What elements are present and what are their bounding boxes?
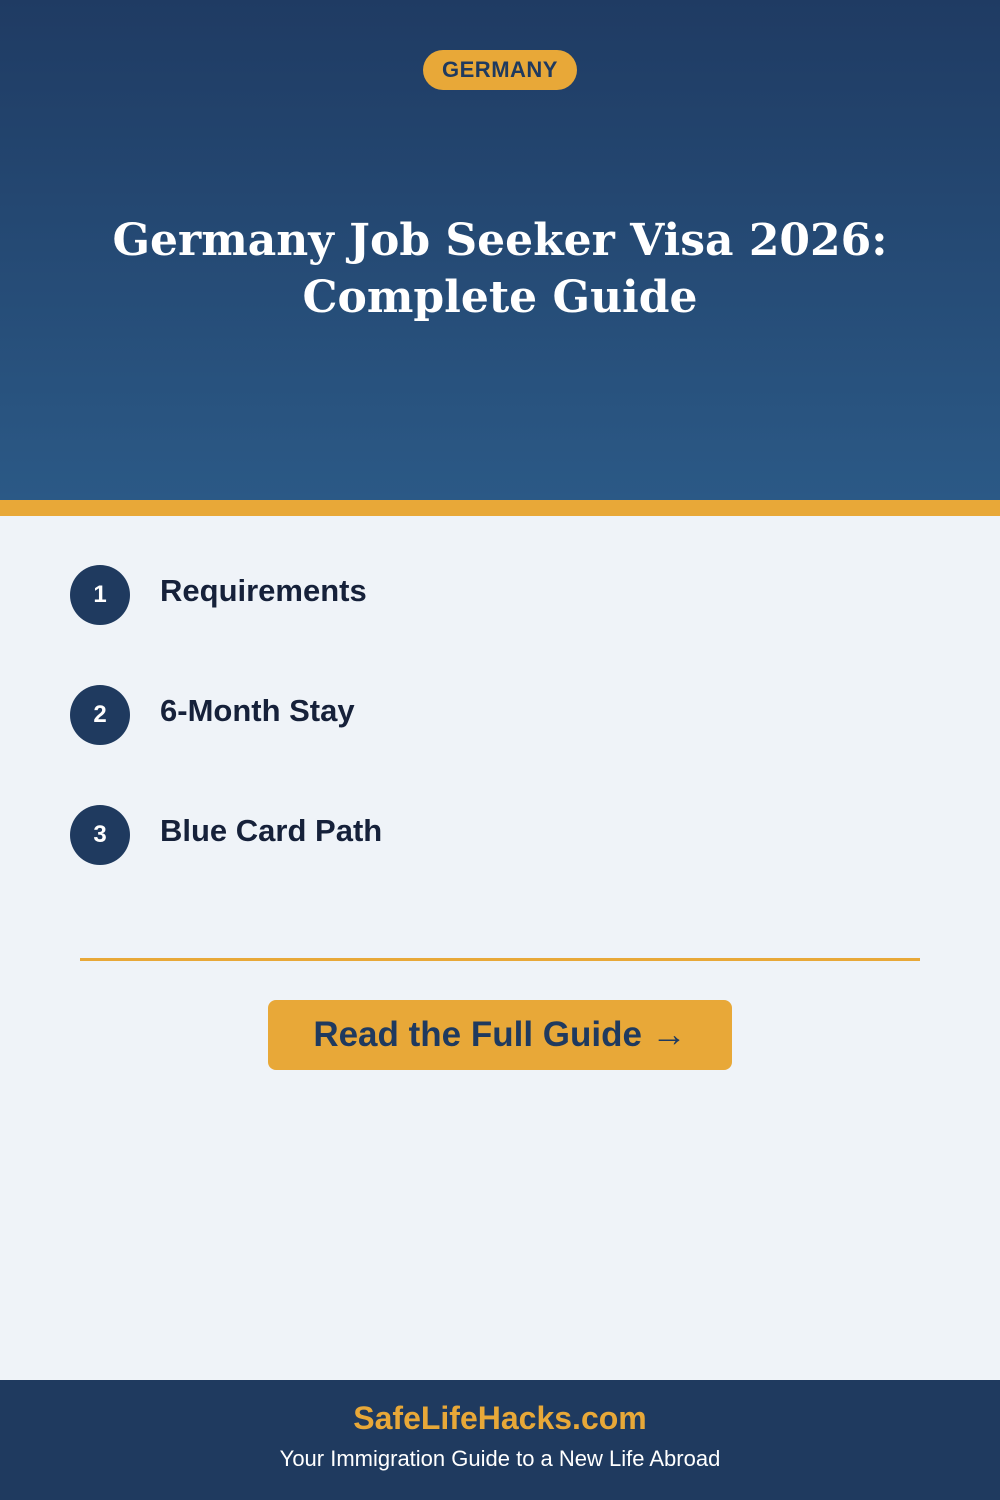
list-item-label: Requirements (160, 573, 367, 608)
list-item-blue-card-path (70, 805, 870, 865)
step-number-badge: 2 (70, 685, 130, 745)
footer-brand-link[interactable]: SafeLifeHacks.com (353, 1400, 647, 1436)
section-divider (80, 958, 920, 961)
page-title: Germany Job Seeker Visa 2026: Complete Guide (112, 215, 888, 323)
accent-band (0, 500, 1000, 516)
step-number-badge: 1 (70, 565, 130, 625)
read-full-guide-button[interactable]: Read the Full Guide → (268, 1000, 732, 1070)
step-number-badge: 3 (70, 805, 130, 865)
list-item-requirements (70, 565, 870, 625)
footer (0, 1380, 1000, 1500)
list-item-label: Blue Card Path (160, 813, 383, 848)
country-badge: GERMANY (423, 50, 577, 90)
list-item-label: 6-Month Stay (160, 693, 355, 728)
hero-banner (0, 0, 1000, 500)
footer-tagline: Your Immigration Guide to a New Life Abroad (279, 1446, 721, 1471)
list-item-six-month-stay (70, 685, 870, 745)
